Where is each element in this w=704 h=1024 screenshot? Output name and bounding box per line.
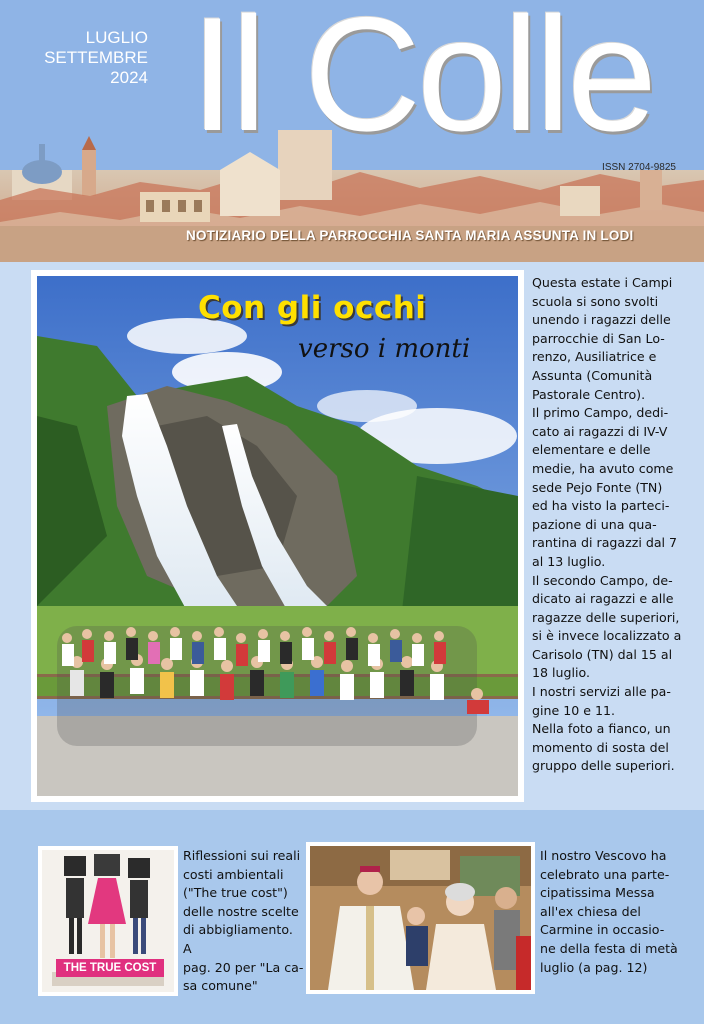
caption-line: Riflessioni sui reali [183, 848, 301, 863]
cover-headline: Con gli occhi [198, 290, 427, 326]
bishop-mass-thumbnail-frame [306, 842, 535, 994]
group-of-teenagers [57, 626, 489, 746]
article-line: unendo i ragazzi delle [532, 312, 671, 328]
bishop-mass-photo [310, 846, 531, 990]
article-line: Il primo Campo, dedi- [532, 405, 669, 421]
article-line: sede Pejo Fonte (TN) [532, 479, 663, 495]
caption-line: delle nostre scelte [183, 903, 299, 919]
article-line: Nella foto a fianco, un [532, 721, 671, 737]
article-line: dicato ai ragazzi e alle [532, 591, 674, 607]
article-line: Questa estate i Campi [532, 275, 673, 290]
article-line: Assunta (Comunità [532, 367, 653, 383]
article-line: momento di sosta del [532, 739, 669, 755]
caption-line: pag. 20 per "La ca- [183, 959, 304, 975]
masthead-title: Il Colle [190, 0, 654, 165]
issue-month-2: SETTEMBRE [44, 48, 148, 67]
caption-line: Il nostro Vescovo ha [540, 848, 667, 863]
caption-line: ("The true cost") [183, 885, 288, 901]
article-line: parrocchie di San Lo- [532, 330, 665, 346]
caption-line: sa comune" [183, 978, 258, 994]
issn-number: ISSN 2704-9825 [602, 162, 676, 173]
true-cost-label: THE TRUE COST [56, 959, 164, 977]
article-line: ragazze delle superiori, [532, 609, 680, 625]
article-line: Carisolo (TN) dal 15 al [532, 646, 673, 662]
article-line: gine 10 e 11. [532, 702, 616, 718]
article-line: ed ha visto la parteci- [532, 498, 670, 514]
article-line: medie, ha avuto come [532, 460, 674, 476]
article-line: elementare e delle [532, 442, 651, 458]
article-line: Pastorale Centro). [532, 386, 646, 402]
caption-line: luglio (a pag. 12) [540, 959, 648, 975]
issue-year: 2024 [110, 68, 148, 87]
caption-line: Carmine in occasio- [540, 922, 665, 938]
article-line: si è invece localizzato a [532, 628, 682, 644]
caption-line: cipatissima Messa [540, 885, 655, 901]
cover-article-text [532, 274, 696, 776]
parish-newsletter-subtitle: NOTIZIARIO DELLA PARROCCHIA SANTA MARIA ASSUNTA IN LODI [186, 228, 634, 243]
caption-line: ne della festa di metà [540, 940, 678, 956]
article-line: scuola si sono svolti [532, 293, 659, 309]
article-line: rantina di ragazzi dal 7 [532, 535, 678, 551]
article-line: gruppo delle superiori. [532, 758, 675, 774]
article-line: renzo, Ausiliatrice e [532, 349, 657, 365]
issue-date [40, 28, 148, 88]
article-line: pazione di una qua- [532, 516, 657, 532]
bishop-mass-caption [540, 847, 700, 977]
true-cost-caption [183, 847, 305, 996]
caption-line: celebrato una parte- [540, 866, 670, 882]
article-line: I nostri servizi alle pa- [532, 684, 671, 700]
issue-month-1: LUGLIO [85, 28, 148, 47]
masthead-header [0, 0, 704, 262]
caption-line: costi ambientali [183, 866, 284, 882]
caption-line: di abbigliamento. A [183, 922, 293, 956]
article-line: al 13 luglio. [532, 553, 606, 569]
article-line: Il secondo Campo, de- [532, 572, 673, 588]
cover-subheadline: verso i monti [298, 334, 471, 364]
article-line: cato ai ragazzi di IV-V [532, 423, 668, 439]
caption-line: all'ex chiesa del [540, 903, 641, 919]
article-line: 18 luglio. [532, 665, 590, 681]
